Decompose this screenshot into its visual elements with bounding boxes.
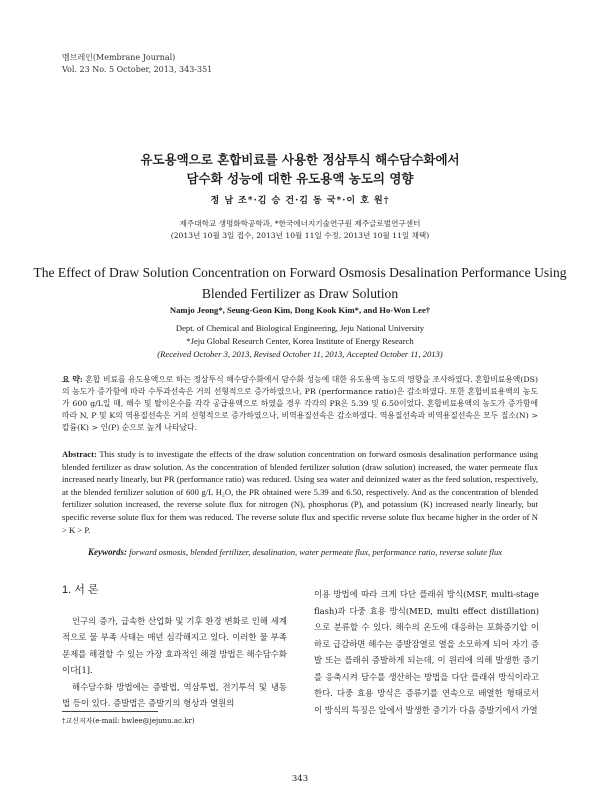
keywords-label: Keywords: [88,547,127,557]
body-right-column [314,586,539,718]
body-left-column [62,582,287,712]
english-affiliation-line2: *Jeju Global Research Center, Korea Institute of Energy Research [186,336,414,346]
section-heading-introduction: 1. 서 론 [62,584,99,596]
korean-abstract-text: 혼합 비료를 유도용액으로 하는 정삼투식 해수담수화에서 담수화 성능에 대한 유도용액 농도의 영향을 조사하였다. 혼합비료용액(DS)의 농도가 증가함에 따라 수투과선속은 거의 선형적으로 증가하였으나, PR (performance ratio)은 감소하였다. 또한 혼합비료용액의 농도가 600 g/L일 때, 해수 및 탈이온수를 각각 공급용액으로 하였을 경우 각각의 PR은 5.39 및 6.50이었다. 혼합비료용액의 농도가 증가함에 따라 N, P 및 K의 역용질선속은 거의 선형적으로 증가하였으나, 비역용질선속은 감소하였다. 역용질선속과 비역용질선속은 모두 질소(N) > 칼륨(K) > 인(P) 순으로 높게 나타났다. [62,375,539,432]
body-paragraph: 해수담수화 방법에는 증발법, 역삼투법, 전기투석 및 냉동법 등이 있다. 증발법은 증발기의 형상과 열원의 [62,681,287,708]
footnote-divider [62,711,158,712]
received-dates: (Received October 3, 2013, Revised October 11, 2013, Accepted October 11, 2013) [157,349,443,359]
english-affiliation [0,322,600,361]
footnote: †교신저자(e-mail: hwlee@jejunu.ac.kr) [62,717,195,725]
english-abstract-label: Abstract: [62,449,97,459]
body-paragraph: 인구의 증가, 급속한 산업화 및 기후 환경 변화로 인해 세계적으로 물 부족 사태는 매년 심각해지고 있다. 이러한 물 부족 문제를 해결할 수 있는 가장 효과적인 해결 방법은 해수담수화이다[1]. [62,615,287,675]
journal-citation: Vol. 23 No. 5 October, 2013, 343-351 [62,65,213,74]
korean-title-line1: 유도용액으로 혼합비료를 사용한 정삼투식 해수담수화에서 [140,152,460,167]
korean-affiliation-line1: 제주대학교 생명화학공학과, *한국에너지기술연구원 제주글로벌연구센터 [179,219,421,228]
korean-abstract-label: 요 약: [62,375,83,384]
korean-title-line2: 담수화 성능에 대한 유도용액 농도의 영향 [186,171,414,186]
journal-header [62,52,212,76]
korean-authors: 정 남 조*·김 승 건·김 동 국*·이 호 원† [210,196,390,206]
english-abstract [62,448,538,536]
korean-abstract [62,374,538,434]
korean-title [0,150,600,188]
korean-dates: (2013년 10월 3일 접수, 2013년 10월 11일 수정, 2013년 10월 11일 채택) [170,231,430,240]
english-affiliation-line1: Dept. of Chemical and Biological Engineering, Jeju National University [175,323,425,333]
korean-affiliation [0,218,600,242]
journal-name: 멤브레인(Membrane Journal) [62,53,176,62]
page-number: 343 [291,774,309,784]
body-paragraph: 이용 방법에 따라 크게 다단 플래쉬 방식(MSF, multi-stage flash)과 다중 효용 방식(MED, multi effect distillation)으로 분류할 수 있다. 해수의 온도에 대응하는 포화증기압 이하로 급감하면 해수는 증발잠열로 열을 소모하게 되어 자기 증발 또는 플래쉬 증발하게 되는데, 이 원리에 의해 발생한 증기를 응축시켜 담수를 생산하는 방법을 다단 플래쉬 방식이라고 한다. 다중 효용 방식은 증류기를 연속으로 배열한 형태로서 이 방식의 특징은 앞에서 발생한 증기가 다음 증발기에서 가열 [314,589,539,715]
keywords-text: forward osmosis, blended fertilizer, desalination, water permeate flux, performance ratio, reverse solute flux [129,547,503,557]
english-abstract-text: This study is to investigate the effects of the draw solution concentration on forward osmosis desalination performance using blended fertilizer as draw solution. As the concentration of blended fertilizer solution (draw solution) increased, the water permeate flux increased nearly linearly, but PR (performance ratio) was reduced. Using sea water and deionized water as the feed solution, respectively, at the blended fertilizer solution of 600 g/L H₂O, the PR obtained were 5.39 and 6.50, respectively. And as the concentration of blended fertilizer solution increased, the reverse solute flux for nitrogen (N), phosphorus (P), and potassium (K) increased nearly linearly, but specific reverse solute flux for them was reduced. The reverse solute flux and specific reverse solute flux became higher in the order of N > K > P. [62,449,538,535]
english-authors: Namjo Jeong*, Seung-Geon Kim, Dong Kook Kim*, and Ho-Won Lee† [169,305,431,315]
english-title: The Effect of Draw Solution Concentration on Forward Osmosis Desalination Performance Using Blended Fertilizer as Draw Solution [33,265,567,301]
keywords [88,546,540,559]
